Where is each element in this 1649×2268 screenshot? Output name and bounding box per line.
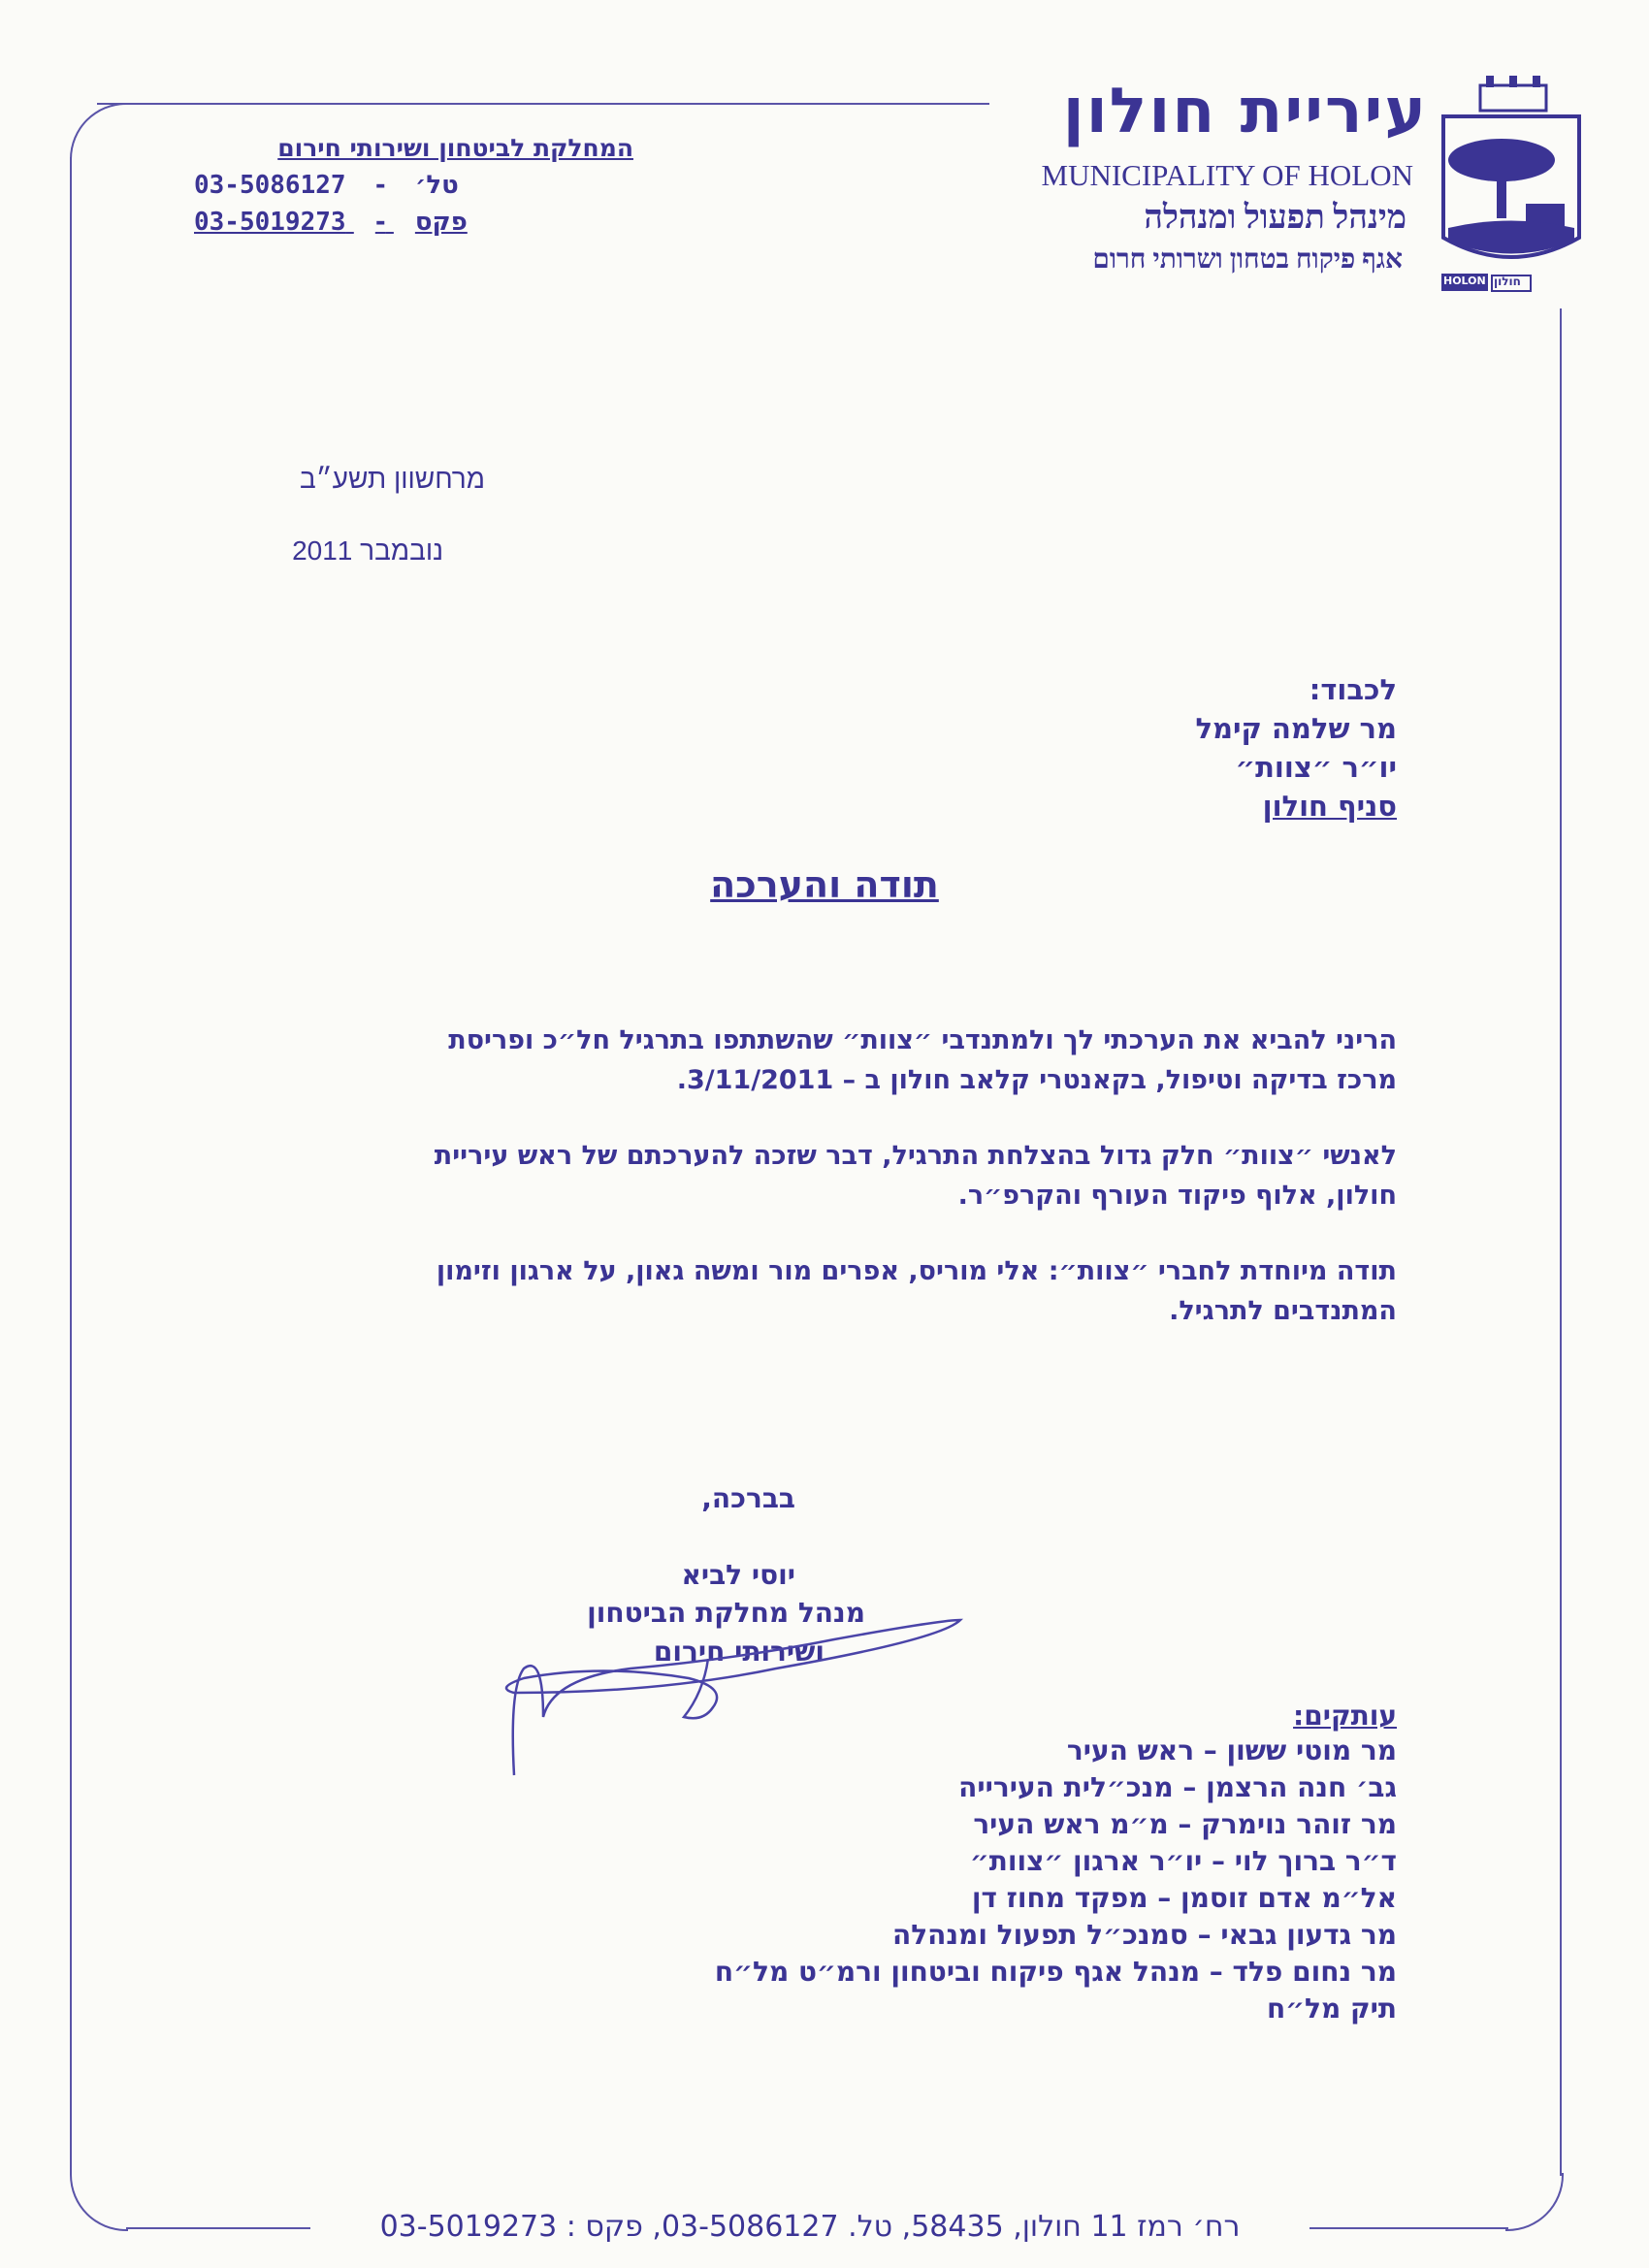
body-paragraph-2-line-2: חולון, אלוף פיקוד העורף והקרפ״ר. [957,1181,1397,1211]
logo-label-he: חולון [1494,275,1521,288]
copies-item: מר נחום פלד – מנהל אגף פיקוח וביטחון ורמ״ט מל״ח [714,1956,1397,1988]
frame-left-line [70,157,72,2175]
copies-title: עותקים: [1293,1700,1397,1732]
body-paragraph-3-line-2: המתנדבים לתרגיל. [1169,1296,1397,1326]
department-title: המחלקת לביטחון ושירותי חירום [277,134,633,162]
signer-role-1: מנהל מחלקת הביטחון [587,1597,865,1629]
date-gregorian: נובמבר 2011 [292,535,443,566]
frame-right-line [1560,308,1562,2176]
signer-role-2: ושירותי חירום [653,1636,824,1668]
division-name: אגף פיקוח בטחון ושרותי חרום [1092,244,1403,275]
copies-item: מר גדעון גבאי – סמנכ״ל תפעול ומנהלה [891,1919,1397,1951]
body-paragraph-2-line-1: לאנשי ״צוות״ חלק גדול בהצלחת התרגיל, דבר שזכה להערכתם של ראש עיריית [434,1141,1397,1171]
municipality-title-en: MUNICIPALITY OF HOLON [1041,158,1413,192]
department-fax-label: פקס [414,208,468,237]
date-hebrew: מרחשוון תשע״ב [300,464,485,494]
copies-list [524,1734,1397,2029]
department-phone-label: טל׳ [414,171,459,200]
copies-item: מר זוהר נוימרק – מ״מ ראש העיר [973,1808,1397,1840]
holon-emblem-logo [1434,68,1589,301]
copies-item: תיק מל״ח [1266,1993,1397,2025]
department-phone: 03-5086127 [194,171,346,200]
body-paragraph-3-line-1: תודה מיוחדת לחברי ״צוות״: אלי מוריס, אפרים מור ומשה גאון, על ארגון וזימון [436,1256,1397,1286]
body-paragraph-1-line-1: הריני להביא את הערכתי לך ולמתנדבי ״צוות״ שהשתתפו בתרגיל חל״כ ופריסת [448,1025,1397,1055]
letter-subject: תודה והערכה [710,863,939,906]
municipality-title-he: עיריית חולון [1062,76,1428,147]
copies-item: ד״ר ברוך לוי – יו״ר ארגון ״צוות״ [969,1845,1397,1877]
recipient-line-4: סניף חולון [1262,790,1397,823]
closing-greeting: בברכה, [701,1482,795,1514]
copies-item: גב׳ חנה הרצמן – מנכ״לית העירייה [958,1771,1397,1803]
frame-top-line [97,103,989,105]
frame-bottom-line-left [126,2227,310,2229]
frame-corner-bottom-left [70,2173,128,2231]
signer-name: יוסי לביא [681,1559,795,1591]
copies-item: אל״מ אדם זוסמן – מפקד מחוז דן [971,1882,1397,1914]
recipient-line-1: לכבוד: [1309,673,1397,706]
footer-address: רח׳ רמז 11 חולון, 58435, טל. 03-5086127, פקס : 03-5019273 [379,2210,1241,2244]
logo-label-en: HOLON [1443,275,1486,287]
body-paragraph-1-line-2: מרכז בדיקה וטיפול, בקאנטרי קלאב חולון ב – 3/11/2011. [676,1065,1397,1095]
frame-corner-bottom-right [1505,2173,1564,2231]
frame-bottom-line-right [1310,2227,1508,2229]
recipient-line-3: יו״ר ״צוות״ [1235,751,1397,784]
department-phone-row: 03-5086127 - טל׳ [194,171,459,200]
recipient-line-2: מר שלמה קימל [1195,712,1397,745]
department-fax-row: 03-5019273 - פקס [194,208,468,237]
department-fax: 03-5019273 [194,208,346,237]
copies-item: מר מוטי ששון – ראש העיר [1066,1734,1397,1766]
administration-name: מינהל תפעול ומנהלה [1144,200,1406,236]
